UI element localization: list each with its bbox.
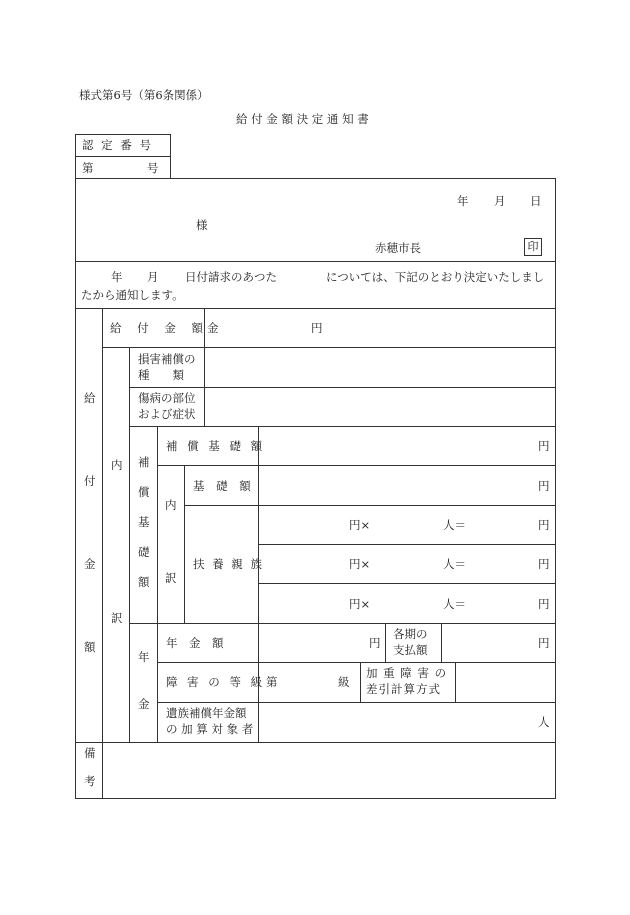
rule [75, 134, 171, 135]
kaju-label-2: 差引計算方式 [366, 682, 441, 696]
kaki-label-1: 各期の [393, 627, 428, 641]
vert-uchi-1: 訳 [165, 571, 177, 585]
dai-label: 第 [266, 675, 278, 689]
vert-hosho-0: 補 [138, 455, 150, 469]
rule [129, 387, 556, 388]
rule [129, 426, 556, 427]
yen-unit: 円 [538, 518, 550, 532]
rule [157, 465, 556, 466]
shobyo-label-2: および症状 [138, 407, 196, 421]
yen-unit: 円 [538, 479, 550, 493]
vert-nen-0: 年 [138, 650, 150, 664]
rule [75, 178, 556, 179]
rule [75, 308, 556, 309]
issuer: 赤穂市長 [375, 241, 421, 255]
date-day: 日 [530, 194, 542, 208]
nintei-label: 認 定 番 号 [82, 138, 153, 152]
rule [75, 742, 556, 743]
kiso-label: 基 礎 額 [193, 479, 255, 493]
yen-unit: 円 [538, 439, 550, 453]
shogai-tokyu-label: 障 害 の 等 級 [166, 675, 266, 689]
vert-kyufu-3: 額 [84, 640, 96, 654]
nin-unit: 人 [538, 715, 550, 729]
vert-biko-0: 備 [84, 746, 96, 760]
rule [129, 623, 556, 624]
vert-uchi-0: 内 [165, 498, 177, 512]
izoku-label-1: 遺族補償年金額 [166, 706, 247, 720]
rule [184, 505, 556, 506]
rule [170, 134, 171, 179]
rule [455, 662, 456, 702]
rule [441, 623, 442, 662]
form-number: 様式第6号（第6条関係） [79, 88, 209, 102]
fuyo-label: 扶 養 親 族 [193, 557, 264, 571]
rule [75, 178, 76, 799]
document-title: 給 付 金 額 決 定 通 知 書 [236, 112, 369, 126]
vert-kyufu-0: 給 [84, 391, 96, 405]
date-month: 月 [494, 194, 506, 208]
yen-times: 円× [349, 518, 371, 532]
rule [258, 583, 556, 584]
notice-year: 年 [111, 270, 123, 284]
date-year: 年 [457, 194, 469, 208]
izoku-label-2: の 加 算 対 象 者 [166, 722, 254, 736]
rule [360, 662, 361, 702]
yen-unit: 円 [538, 557, 550, 571]
rule [555, 178, 556, 799]
seal-mark: 印 [524, 238, 542, 256]
vert-kyufu-2: 金 [84, 557, 96, 571]
songai-label-1: 損害補償の [138, 352, 196, 366]
vert-biko-1: 考 [84, 774, 96, 788]
nin-equals: 人＝ [443, 518, 466, 532]
rule [157, 426, 158, 742]
rule [75, 134, 76, 179]
vert-uchiwake-0: 内 [111, 458, 123, 472]
notice-date-phrase: 日付請求のあつた [185, 270, 277, 284]
kaki-label-2: 支払額 [393, 643, 428, 657]
rule [75, 261, 556, 262]
notice-decision: については、下記のとおり決定いたしまし [326, 270, 545, 284]
hosho-kiso-label: 補 償 基 礎 額 [166, 439, 266, 453]
rule [157, 662, 556, 663]
nenkin-gaku-label: 年 金 額 [166, 636, 224, 650]
rule [184, 465, 185, 623]
notice-line-2: たから通知します。 [81, 288, 184, 302]
kaju-label-1: 加 重 障 害 の [366, 666, 448, 680]
kyu-unit: 級 [338, 675, 350, 689]
yen-times: 円× [349, 557, 371, 571]
shobyo-label-1: 傷病の部位 [138, 391, 196, 405]
vert-nen-1: 金 [138, 697, 150, 711]
honorific-sama: 様 [196, 218, 208, 232]
dai-label: 第 [82, 161, 94, 175]
vert-kyufu-1: 付 [84, 474, 96, 488]
yen-unit: 円 [369, 636, 381, 650]
kin-label: 金 [207, 321, 219, 335]
rule [75, 156, 171, 157]
rule [129, 347, 130, 742]
rule [102, 347, 556, 348]
vert-hosho-4: 額 [138, 575, 150, 589]
vert-hosho-3: 礎 [138, 545, 150, 559]
songai-label-2: 種 類 [138, 368, 184, 382]
rule [385, 623, 386, 662]
nin-equals: 人＝ [443, 557, 466, 571]
rule [75, 798, 556, 799]
yen-unit: 円 [538, 636, 550, 650]
yen-unit: 円 [311, 321, 323, 335]
notice-month: 月 [147, 270, 159, 284]
yen-times: 円× [349, 597, 371, 611]
vert-hosho-2: 基 [138, 515, 150, 529]
rule [258, 544, 556, 545]
vert-hosho-1: 償 [138, 485, 150, 499]
gou-label: 号 [147, 161, 159, 175]
rule [258, 426, 259, 742]
nin-equals: 人＝ [443, 597, 466, 611]
rule [157, 702, 556, 703]
vert-uchiwake-1: 訳 [111, 611, 123, 625]
kyufu-kingaku-label: 給 付 金 額 [110, 321, 209, 335]
rule [102, 308, 103, 799]
yen-unit: 円 [538, 597, 550, 611]
